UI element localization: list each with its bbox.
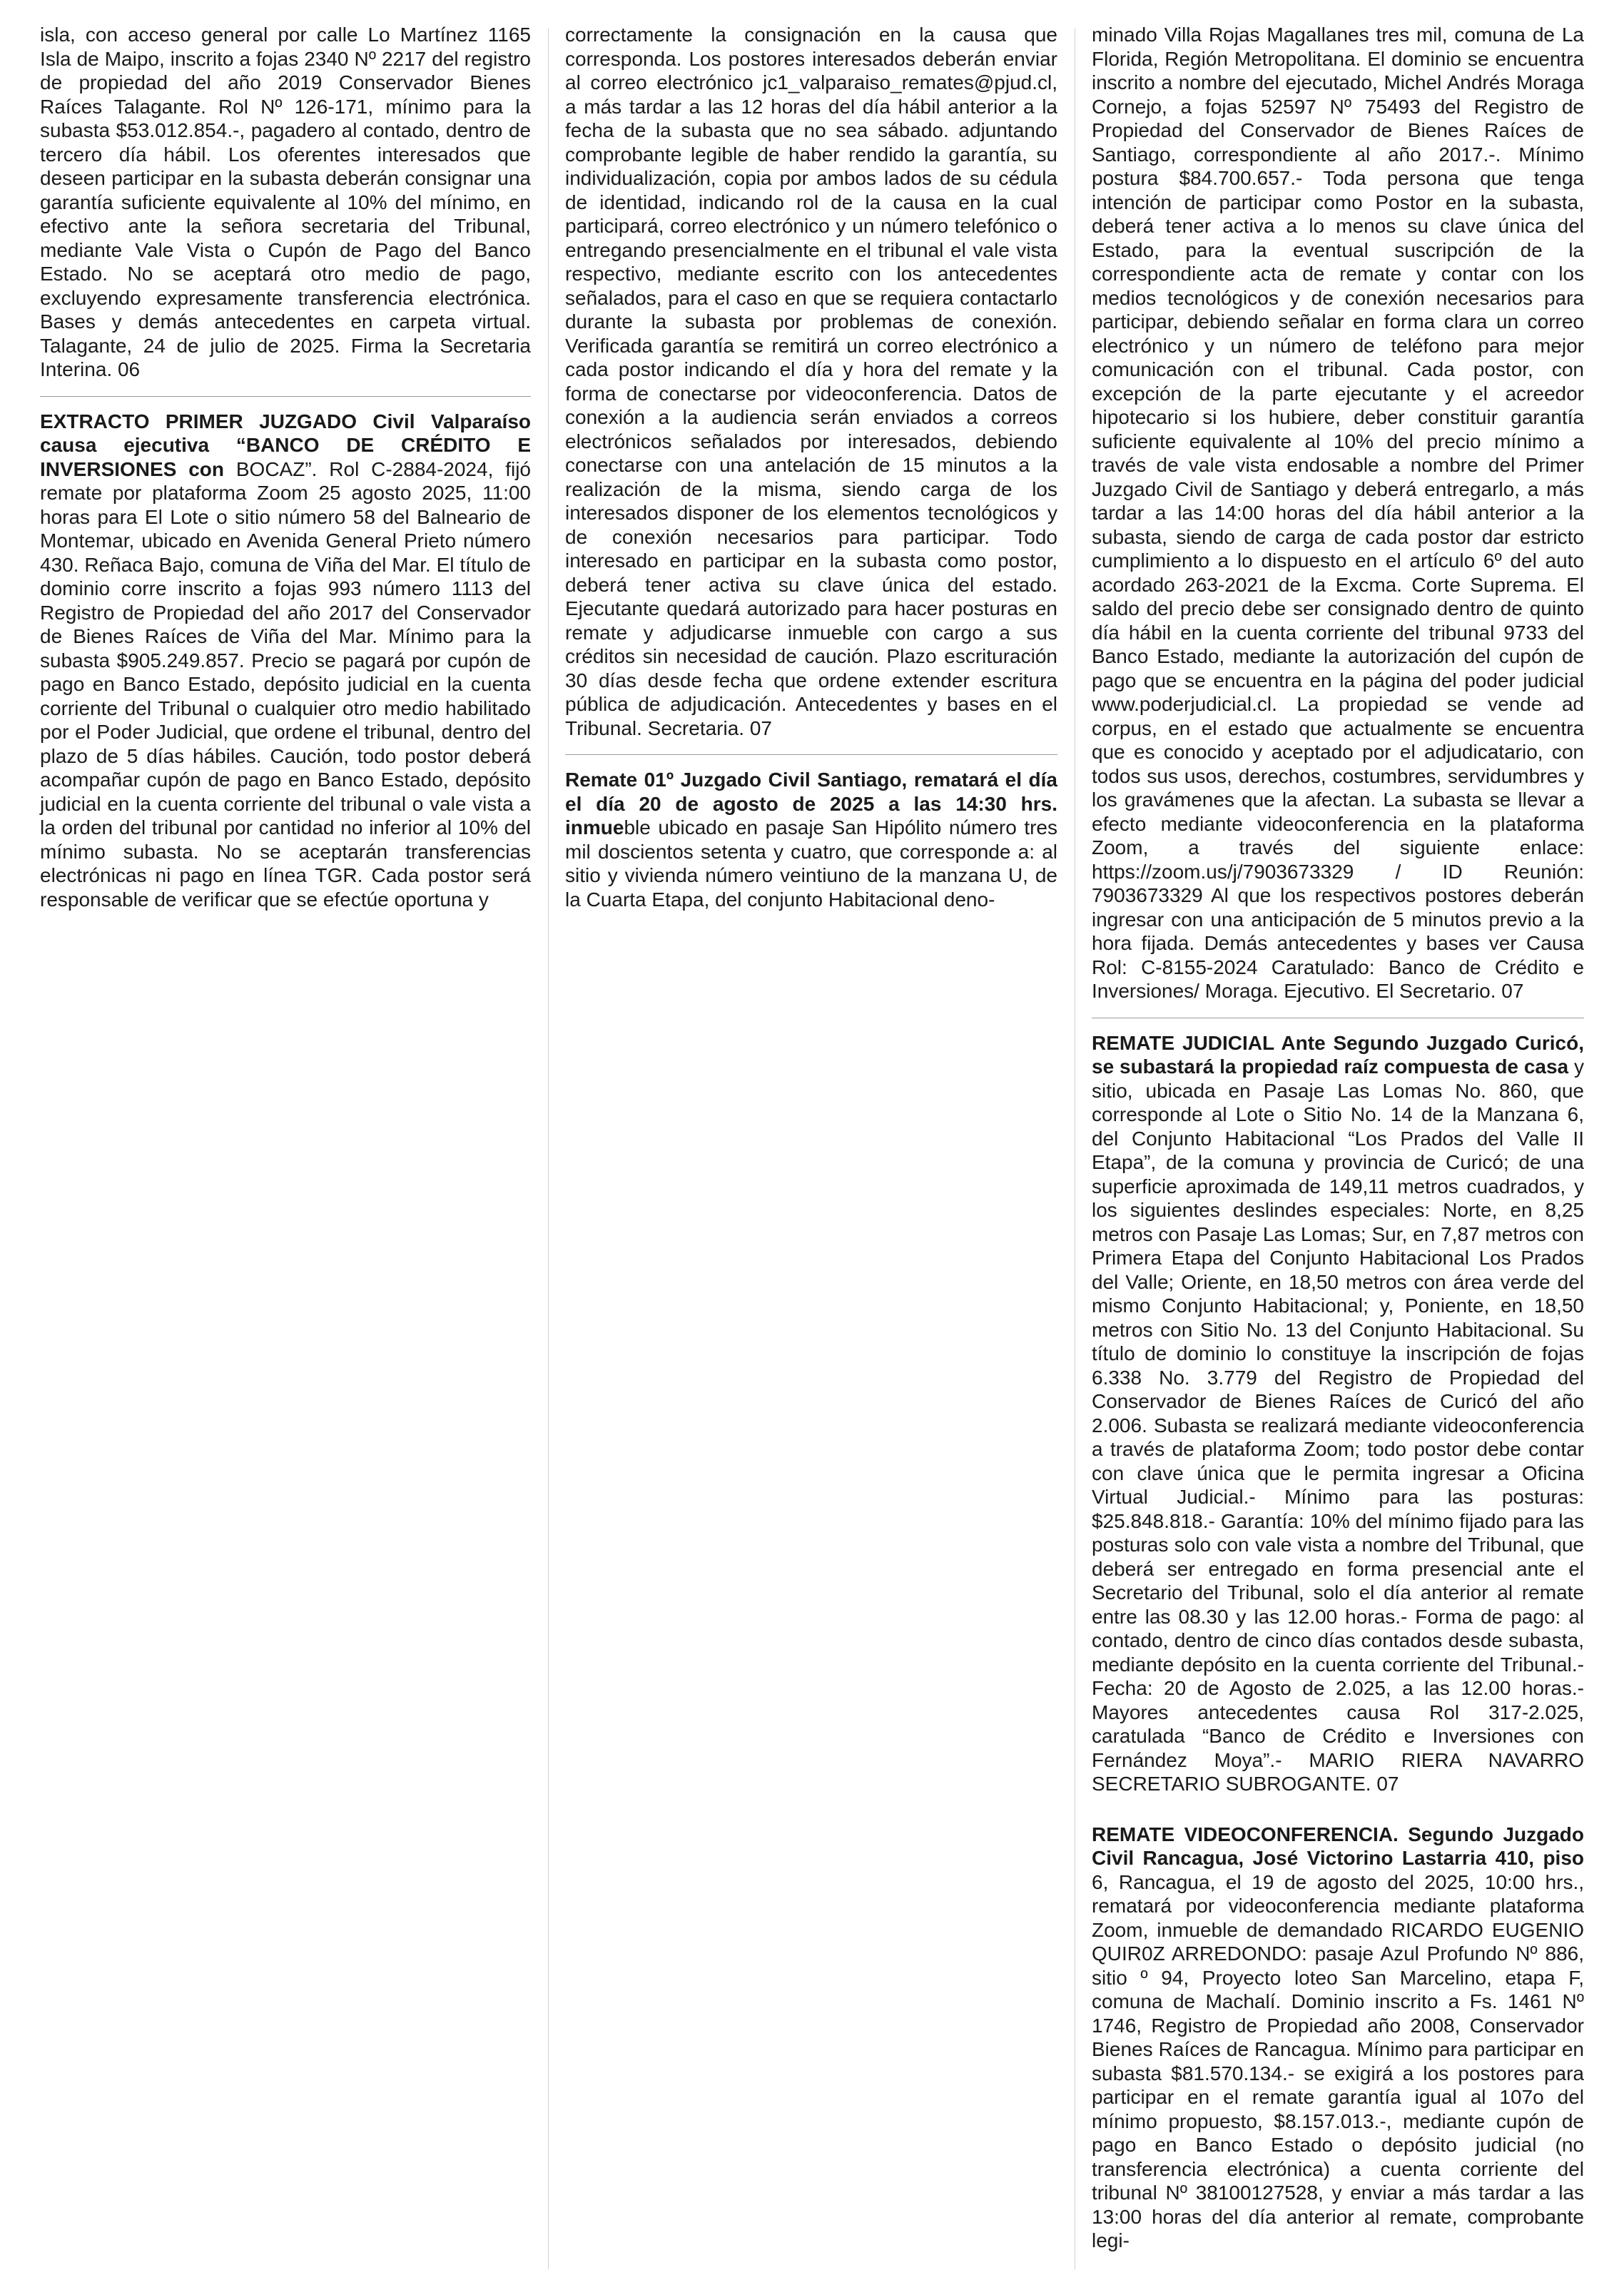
notice-body: 6, Rancagua, el 19 de agosto del 2025, 10:00 hrs., rematará por videoconferencia mediante plataforma Zoom, inmueble de demandado RICARDO EUGENIO QUIR0Z ARREDONDO: pasaje Azul Profundo Nº 886, sitio º 94, Proyecto loteo San Marcelino, etapa F, comuna de Machalí. Dominio inscrito a Fs. 1461 Nº 1746, Registro de Propiedad año 2008, Conservador Bienes Raíces de Rancagua. Mínimo para participar en subasta $81.570.134.- se exigirá a los postores para participar en el remate garantía igual al 107o del mínimo propuesto, $8.157.013.-, mediante cupón de pago en Banco Estado o depósito judicial (no transferencia electrónica) a cuenta corriente del tribunal Nº 38100127528, y enviar a más tardar a las 13:00 horas del día anterior al remate, comprobante legi- [1092,1870,1584,2251]
notice-rancagua-remate [1092,1823,1584,2253]
notice-body: isla, con acceso general por calle Lo Martínez 1165 Isla de Maipo, inscrito a fojas 2340 Nº 2217 del registro de propiedad del año 2019 Conservador Bienes Raíces Talagante. Rol Nº 126-171, mínimo para la subasta $53.012.854.-, pagadero al contado, dentro de tercero día hábil. Los oferentes interesados que deseen participar en la subasta deberán consignar una garantía suficiente equivalente al 10% del mínimo, en efectivo ante la señora secretaria del Tribunal, mediante Vale Vista o Cupón de Pago del Banco Estado. No se aceptará otro medio de pago, excluyendo expresamente transferencia electrónica. Bases y demás antecedentes en carpeta virtual. Talagante, 24 de julio de 2025. Firma la Secretaria Interina. 06 [40,24,531,380]
column-2 [565,23,1057,911]
notice-santiago-remate [565,768,1057,911]
notice-body: minado Villa Rojas Magallanes tres mil, comuna de La Florida, Región Metropolitana. El dominio se encuentra inscrito a nombre del ejecutado, Michel Andrés Moraga Cornejo, a fojas 52597 Nº 75493 del Registro de Propiedad del Conservador de Bienes Raíces de Santiago, correspondiente al año 2017.-. Mínimo postura $84.700.657.- Toda persona que tenga intención de participar como Postor en la subasta, deberá tener activa a lo menos su clave única del Estado, para la eventual suscripción de la correspondiente acta de remate y contar con los medios tecnológicos y de conexión necesarios para participar, debiendo señalar en forma clara un correo electrónico y un número de teléfono para mejor comunicación con el tribunal. Cada postor, con excepción de la parte ejecutante y el acreedor hipotecario si los hubiere, deber constituir garantía suficiente equivalente al 10% del precio mínimo a través de vale vista endosable a nombre del Primer Juzgado Civil de Santiago y deberá entregarlo, a más tardar a las 14:00 horas del día hábil anterior a la subasta, siendo de carga de cada postor dar estricto cumplimiento a lo dispuesto en el artículo 6º del auto acordado 263-2021 de la Excma. Corte Suprema. El saldo del precio debe ser consignado dentro de quinto día hábil en la cuenta corriente del tribunal 9733 del Banco Estado, mediante la autorización del cupón de pago que se encuentra en la página del poder judicial www.poderjudicial.cl. La propiedad se vende ad corpus, en el estado que actualmente se encuentra que es conocido y aceptado por el adjudicatario, con todos sus usos, derechos, costumbres, servidumbres y los gravámenes que la afectan. La subasta se llevar a efecto mediante videoconferencia en la plataforma Zoom, a través del siguiente enlace: https://zoom.us/j/7903673329 / ID Reunión: 7903673329 Al que los respectivos postores deberán ingresar con una anticipación de 5 minutos previo a la hora fijada. Demás antecedentes y bases ver Causa Rol: C-8155-2024 Caratulado: Banco de Crédito e Inversiones/ Moraga. Ejecutivo. El Secretario. 07 [1092,24,1584,1002]
notice-body: ble ubicado en pasaje San Hipólito número tres mil doscientos setenta y cuatro, que corresponde a: al sitio y vivienda número veintiuno de la manzana U, de la Cuarta Etapa, del conjunto Habitacional deno- [565,816,1057,911]
notice-separator [565,754,1057,755]
notice-heading: Remate 01º Juzgado Civil Santiago, rematará el día el día 20 de agosto de 2025 a las 14:30 hrs. inmue [565,769,1057,839]
notice-curico-remate [1092,1031,1584,1796]
notice-heading: REMATE VIDEOCONFERENCIA. Segundo Juzgado Civil Rancagua, José Victorino Lastarria 410, piso [1092,1823,1584,1869]
notice-valparaiso-remate [40,410,531,912]
column-divider [548,29,549,2269]
notice-valparaiso-continuation [565,23,1057,740]
notice-talagante-continuation [40,23,531,382]
notice-body: y sitio, ubicada en Pasaje Las Lomas No. 860, que corresponde al Lote o Sitio No. 14 de la Manzana 6, del Conjunto Habitacional “Los Prados del Valle II Etapa”, de la comuna y provincia de Curicó; de una superficie aproximada de 149,11 metros cuadrados, y los siguientes deslindes especiales: Norte, en 8,25 metros con Pasaje Las Lomas; Sur, en 7,87 metros con Primera Etapa del Conjunto Habitacional Los Prados del Valle; Oriente, en 18,50 metros con área verde del mismo Conjunto Habitacional; y, Poniente, en 18,50 metros con Sitio No. 13 del Conjunto Habitacional. Su título de dominio lo constituye la inscripción de fojas 6.338 No. 3.779 del Registro de Propiedad del Conservador de Bienes Raíces de Curicó del año 2.006. Subasta se realizará mediante videoconferencia a través de plataforma Zoom; todo postor debe contar con clave única que le permita ingresar a Oficina Virtual Judicial.- Mínimo para las posturas: $25.848.818.- Garantía: 10% del mínimo fijado para las posturas solo con vale vista a nombre del Tribunal, que deberá ser entregado en forma presencial ante el Secretario del Tribunal, solo el día anterior al remate entre las 08.30 y las 12.00 horas.- Forma de pago: al contado, dentro de cinco días contados desde subasta, mediante depósito en la cuenta corriente del Tribunal.-Fecha: 20 de Agosto de 2.025, a las 12.00 horas.- Mayores antecedentes causa Rol 317-2.025, caratulada “Banco de Crédito e Inversiones con Fernández Moya”.- MARIO RIERA NAVARRO SECRETARIO SUBROGANTE. 07 [1092,1055,1584,1795]
notice-body: BOCAZ”. Rol C-2884-2024, fijó remate por plataforma Zoom 25 agosto 2025, 11:00 horas para El Lote o sitio número 58 del Balneario de Montemar, ubicado en Avenida General Prieto número 430. Reñaca Bajo, comuna de Viña del Mar. El título de dominio corre inscrito a fojas 993 número 1113 del Registro de Propiedad del año 2017 del Conservador de Bienes Raíces de Viña del Mar. Mínimo para la subasta $905.249.857. Precio se pagará por cupón de pago en Banco Estado, depósito judicial en la cuenta corriente del Tribunal o cualquier otro medio habilitado por el Poder Judicial, que ordene el tribunal, dentro del plazo de 5 días hábiles. Caución, todo postor deberá acompañar cupón de pago en Banco Estado, depósito judicial en la cuenta corriente del tribunal o vale vista a la orden del tribunal por cantidad no inferior al 10% del mínimo subasta. No se aceptarán transferencias electrónicas ni pago en línea TGR. Cada postor será responsable de verificar que se efectúe oportuna y [40,457,531,911]
column-1 [40,23,531,911]
notice-body: correctamente la consignación en la causa que corresponda. Los postores interesados deberán enviar al correo electrónico jc1_valparaiso_remates@pjud.cl, a más tardar a las 12 horas del día hábil anterior a la fecha de la subasta que no sea sábado. adjuntando comprobante legible de haber rendido la garantía, su individualización, copia por ambos lados de su cédula de identidad, indicando rol de la causa en la cual participará, correo electrónico y un número telefónico o entregando presencialmente en el tribunal el vale vista respectivo, mediante escrito con los antecedentes señalados, para el caso en que se requiera contactarlo durante la subasta por problemas de conexión. Verificada garantía se remitirá un correo electrónico a cada postor indicando el día y hora del remate y la forma de conectarse por videoconferencia. Datos de conexión a la audiencia serán enviados a correos electrónicos señalados por interesados, debiendo conectarse con una antelación de 15 minutos a la realización de la misma, siendo carga de los interesados disponer de los elementos tecnológicos y de conexión necesarios para participar. Todo interesado en participar en la subasta como postor, deberá tener activa su clave única del estado. Ejecutante quedará autorizado para hacer posturas en remate y adjudicarse inmueble con cargo a sus créditos sin necesidad de caución. Plazo escrituración 30 días desde fecha que ordene extender escritura pública de adjudicación. Antecedentes y bases en el Tribunal. Secretaria. 07 [565,24,1057,739]
notice-santiago-continuation [1092,23,1584,1003]
column-3 [1092,23,1584,2253]
notice-heading: EXTRACTO PRIMER JUZGADO Civil Valparaíso causa ejecutiva “BANCO DE CRÉDITO E INVERSIONES con [40,410,531,480]
notice-separator [40,396,531,397]
notice-heading: REMATE JUDICIAL Ante Segundo Juzgado Curicó, se subastará la propiedad raíz compuesta de casa [1092,1031,1584,1078]
